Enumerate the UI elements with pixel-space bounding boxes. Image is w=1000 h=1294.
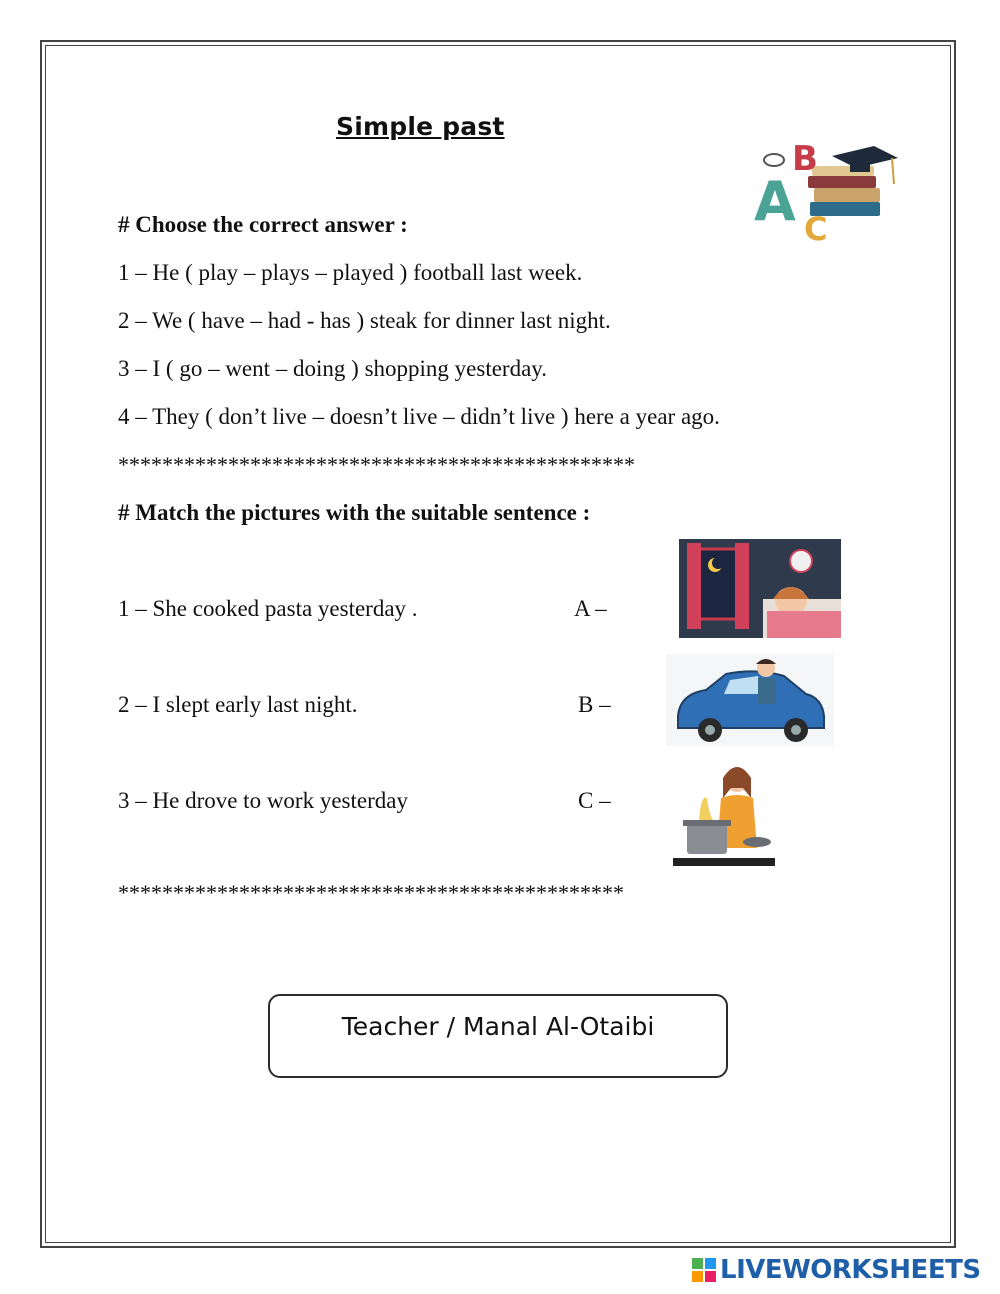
- liveworksheets-blocks-icon: [692, 1258, 716, 1282]
- liveworksheets-logo-text: LIVEWORKSHEETS: [720, 1255, 981, 1285]
- section-choose-heading: # Choose the correct answer :: [118, 212, 408, 237]
- question-4: 4 – They ( don’t live – doesn’t live – didn’t live ) here a year ago.: [118, 404, 720, 429]
- teacher-name: Teacher / Manal Al-Otaibi: [341, 1012, 655, 1041]
- divider-stars-1: ***********************************************: [118, 452, 635, 477]
- match-letter-b: B –: [578, 692, 611, 717]
- section-match-heading: # Match the pictures with the suitable sentence :: [118, 500, 591, 525]
- match-sentence-3: 3 – He drove to work yesterday: [118, 788, 408, 813]
- svg-text:B: B: [792, 140, 818, 179]
- man-car-picture: [666, 654, 834, 746]
- teacher-box: [268, 994, 728, 1078]
- match-sentence-2: 2 – I slept early last night.: [118, 692, 358, 717]
- match-letter-a: A –: [574, 596, 607, 621]
- svg-text:C: C: [804, 210, 828, 244]
- question-1: 1 – He ( play – plays – played ) football last week.: [118, 260, 583, 285]
- liveworksheets-logo: [692, 1256, 981, 1284]
- abc-books-icon: [752, 140, 902, 244]
- sleeping-girl-picture: [679, 539, 841, 638]
- worksheet-title: Simple past: [336, 112, 505, 141]
- question-2: 2 – We ( have – had - has ) steak for dinner last night.: [118, 308, 611, 333]
- svg-text:A: A: [754, 170, 796, 233]
- match-letter-c: C –: [578, 788, 611, 813]
- match-sentence-1: 1 – She cooked pasta yesterday .: [118, 596, 418, 621]
- question-3: 3 – I ( go – went – doing ) shopping yesterday.: [118, 356, 548, 381]
- woman-cooking-picture: [673, 758, 775, 866]
- divider-stars-2: **********************************************: [118, 880, 624, 905]
